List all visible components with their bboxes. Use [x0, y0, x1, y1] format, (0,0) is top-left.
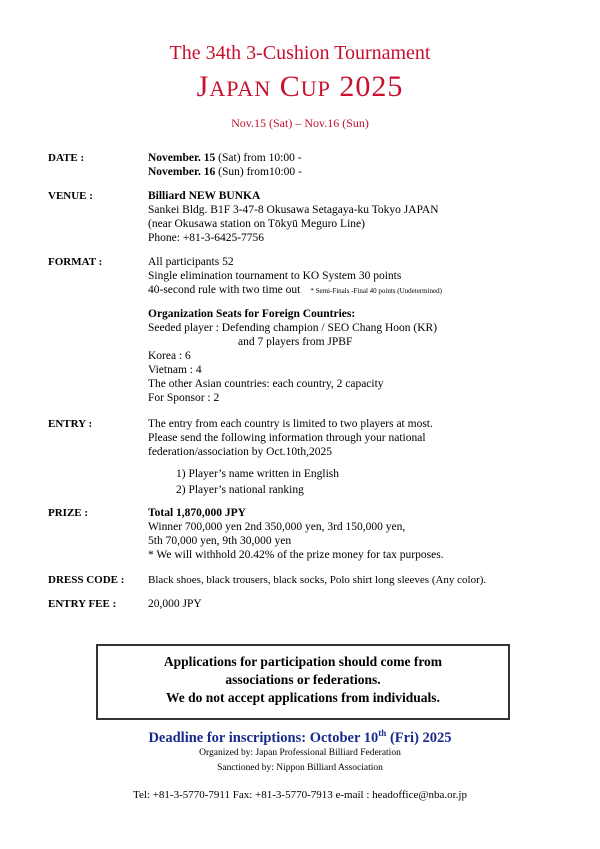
title-apan: APAN	[209, 76, 272, 101]
venue-address: Sankei Bldg. B1F 3-47-8 Okusawa Setagaya-ku Tokyo JAPAN	[148, 204, 439, 216]
entry-item2: 2) Player’s national ranking	[176, 484, 304, 496]
format-system: Single elimination tournament to KO System 30 points	[148, 270, 402, 282]
title-year: 2025	[339, 70, 404, 103]
notice-line2: associations or federations.	[225, 672, 381, 687]
org-vietnam: Vietnam : 4	[148, 364, 202, 376]
tournament-subtitle: The 34th 3-Cushion Tournament	[169, 42, 431, 64]
entry-label: ENTRY :	[48, 418, 93, 430]
sanctioned-by: Sanctioned by: Nippon Billiard Association	[217, 763, 383, 773]
title-j: J	[196, 70, 210, 103]
notice-line3: We do not accept applications from individuals.	[166, 690, 440, 705]
org-korea: Korea : 6	[148, 350, 191, 362]
entry-fee-value: 20,000 JPY	[148, 598, 202, 610]
entry-line2: Please send the following information through your national	[148, 432, 426, 444]
date-day1	[148, 151, 302, 165]
venue-phone: Phone: +81-3-6425-7756	[148, 232, 265, 244]
deadline-sup: th	[378, 728, 387, 738]
prize-line2: 5th 70,000 yen, 9th 30,000 yen	[148, 535, 292, 547]
date-label: DATE :	[48, 152, 85, 164]
format-rule	[148, 283, 442, 298]
title-up: UP	[300, 76, 331, 101]
venue-station: (near Okusawa station on Tōkyū Meguro Line)	[148, 218, 365, 230]
prize-total: Total 1,870,000 JPY	[148, 507, 246, 519]
dress-code-value: Black shoes, black trousers, black socks, Polo shirt long sleeves (Any color).	[148, 574, 487, 586]
prize-tax-note: * We will withhold 20.42% of the prize money for tax purposes.	[148, 549, 444, 561]
page-title	[0, 70, 600, 104]
entry-fee-label: ENTRY FEE :	[48, 598, 117, 610]
org-others: The other Asian countries: each country, 2 capacity	[148, 378, 384, 390]
day1-date: November. 15	[148, 152, 216, 164]
tournament-dates: Nov.15 (Sat) – Nov.16 (Sun)	[231, 116, 369, 130]
organized-by: Organized by: Japan Professional Billiard Federation	[199, 748, 401, 758]
deadline-suffix: (Fri) 2025	[386, 729, 452, 746]
format-rule-text: 40-second rule with two time out	[148, 284, 301, 296]
entry-line3: federation/association by Oct.10th,2025	[148, 446, 332, 458]
notice-box	[96, 644, 510, 720]
day1-time: (Sat) from 10:00 -	[215, 152, 302, 164]
notice-text	[98, 646, 508, 707]
org-seats-heading: Organization Seats for Foreign Countries:	[148, 308, 356, 320]
title-c: C	[279, 70, 301, 103]
entry-item1: 1) Player’s name written in English	[176, 468, 339, 480]
org-seeded-jpbf: and 7 players from JPBF	[238, 336, 353, 348]
date-day2	[148, 165, 302, 179]
contact-info: Tel: +81-3-5770-7911 Fax: +81-3-5770-7913 e-mail : headoffice@nba.or.jp	[133, 789, 467, 801]
prize-label: PRIZE :	[48, 507, 89, 519]
notice-line1: Applications for participation should come from	[163, 654, 443, 669]
prize-line1: Winner 700,000 yen 2nd 350,000 yen, 3rd 150,000 yen,	[148, 521, 406, 533]
format-rule-note: * Semi-Finals -Final 40 points (Undetermined)	[310, 287, 442, 295]
deadline-prefix: Deadline for inscriptions: October 10	[148, 729, 379, 746]
venue-label: VENUE :	[48, 190, 93, 202]
org-sponsor: For Sponsor : 2	[148, 392, 220, 404]
venue-name: Billiard NEW BUNKA	[148, 190, 261, 202]
deadline	[0, 728, 600, 747]
org-seeded: Seeded player : Defending champion / SEO Chang Hoon (KR)	[148, 322, 438, 334]
day2-date: November. 16	[148, 166, 216, 178]
format-label: FORMAT :	[48, 256, 103, 268]
entry-line1: The entry from each country is limited to two players at most.	[148, 418, 433, 430]
day2-time: (Sun) from10:00 -	[215, 166, 302, 178]
dress-code-label: DRESS CODE :	[48, 574, 125, 586]
format-participants: All participants 52	[148, 256, 234, 268]
